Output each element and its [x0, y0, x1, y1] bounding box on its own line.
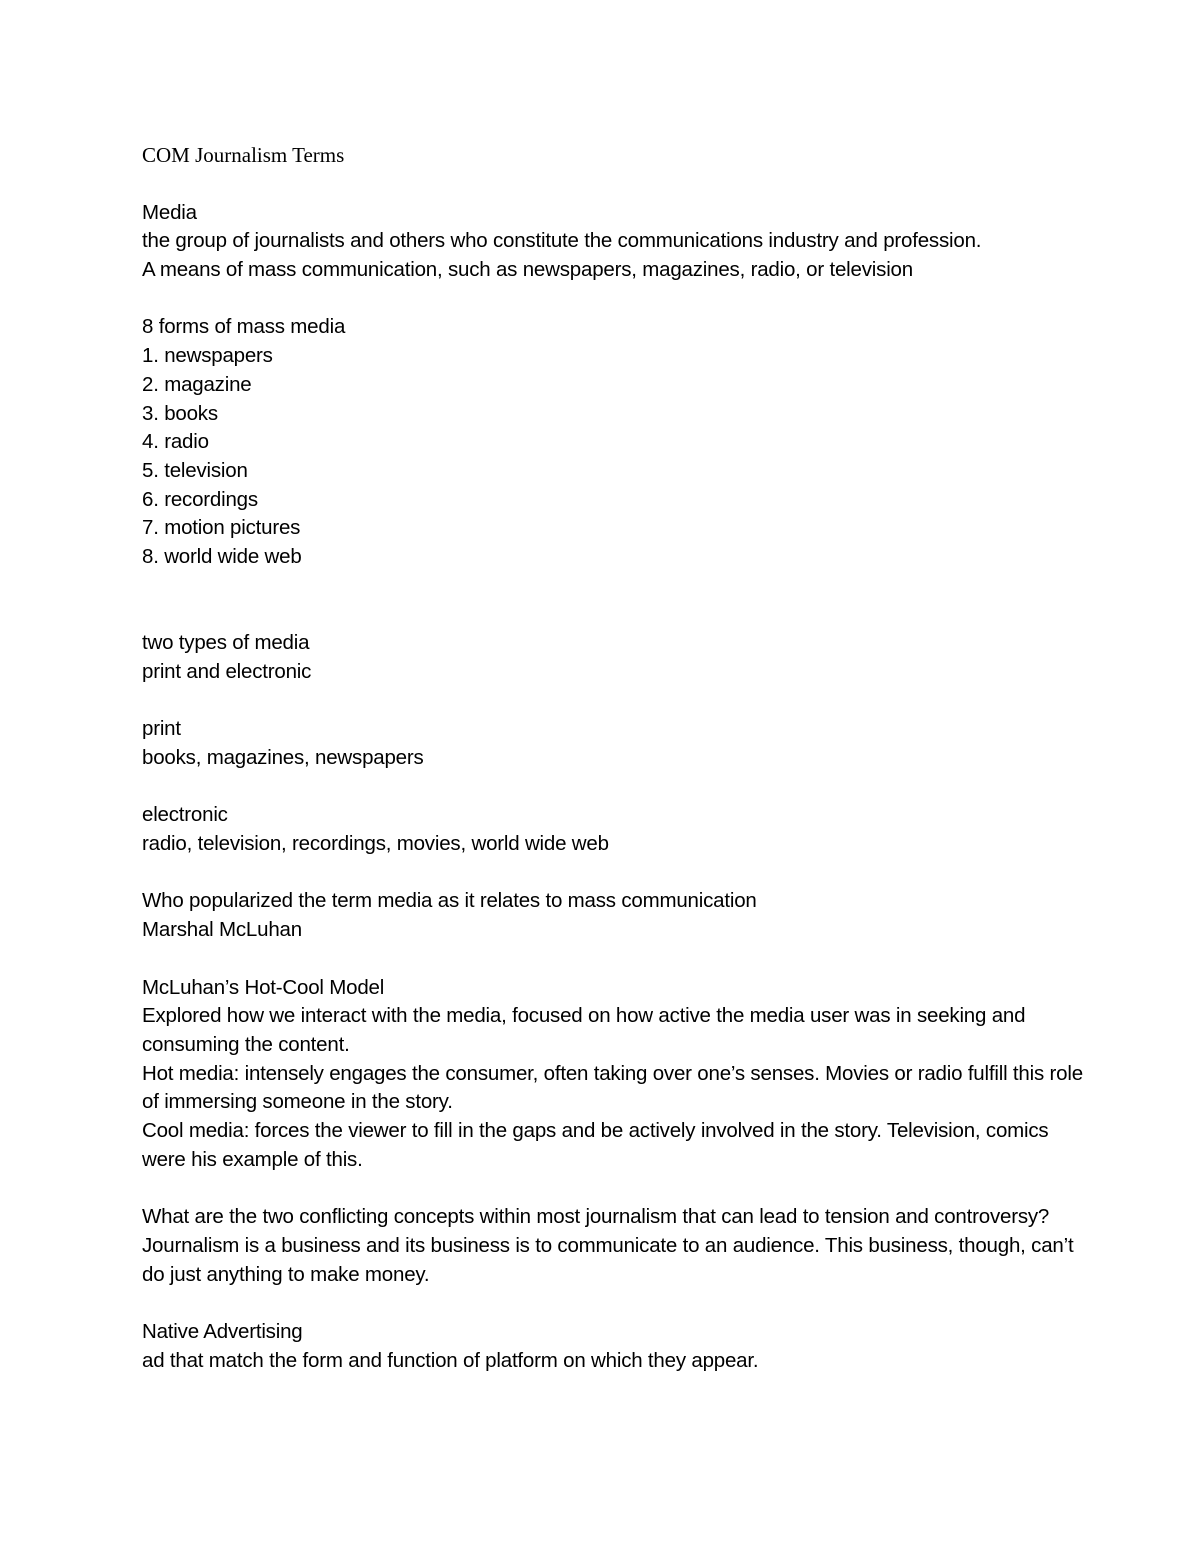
hot-media-definition: Hot media: intensely engages the consumer, often taking over one’s senses. Movies or radio fulfill this role of immersing someone in the story.	[142, 1061, 1083, 1114]
list-item: 4. radio	[142, 430, 209, 454]
term-media: Media	[142, 200, 197, 224]
question-conflicting-concepts: What are the two conflicting concepts within most journalism that can lead to tension and controversy?	[142, 1205, 1050, 1229]
cool-media-definition: Cool media: forces the viewer to fill in the gaps and be actively involved in the story. Television, comics were his example of this.	[142, 1119, 1049, 1171]
hot-cool-explanation: Explored how we interact with the media, focused on how active the media user was in seeking and consuming the content.	[142, 1004, 1026, 1056]
list-item: 8. world wide web	[142, 545, 302, 569]
term-types-of-media: two types of media	[142, 631, 310, 655]
list-item: 6. recordings	[142, 487, 258, 511]
spacer	[142, 601, 1092, 630]
list-item: 7. motion pictures	[142, 516, 301, 540]
mass-media-heading: 8 forms of mass media	[142, 315, 346, 339]
spacer	[142, 945, 1092, 974]
spacer	[142, 1289, 1092, 1318]
spacer	[142, 1174, 1092, 1203]
spacer	[142, 687, 1092, 716]
definition-print: books, magazines, newspapers	[142, 745, 424, 769]
term-print: print	[142, 717, 181, 741]
question-popularized: Who popularized the term media as it relates to mass communication	[142, 889, 757, 913]
spacer	[142, 285, 1092, 314]
spacer	[142, 859, 1092, 888]
spacer	[142, 773, 1092, 802]
answer-conflicting-concepts: Journalism is a business and its business is to communicate to an audience. This business, though, can’t do just anything to make money.	[142, 1233, 1074, 1286]
spacer	[142, 572, 1092, 601]
term-native-advertising: Native Advertising	[142, 1319, 303, 1343]
definition-types-of-media: print and electronic	[142, 659, 312, 683]
answer-popularized: Marshal McLuhan	[142, 918, 302, 942]
list-item: 5. television	[142, 459, 248, 482]
document-body	[142, 141, 1092, 1375]
document-title: COM Journalism Terms	[142, 143, 345, 167]
definition-electronic: radio, television, recordings, movies, world wide web	[142, 832, 609, 856]
definition-media-1: the group of journalists and others who constitute the communications industry and profession.	[142, 229, 982, 253]
list-item: 3. books	[142, 401, 218, 425]
list-item: 2. magazine	[142, 372, 252, 396]
definition-media-2: A means of mass communication, such as newspapers, magazines, radio, or television	[142, 258, 913, 282]
term-electronic: electronic	[142, 803, 228, 827]
term-hot-cool-model: McLuhan’s Hot-Cool Model	[142, 975, 385, 999]
mass-media-list	[142, 342, 1092, 572]
definition-native-advertising: ad that match the form and function of platform on which they appear.	[142, 1348, 759, 1372]
list-item: 1. newspapers	[142, 344, 273, 368]
